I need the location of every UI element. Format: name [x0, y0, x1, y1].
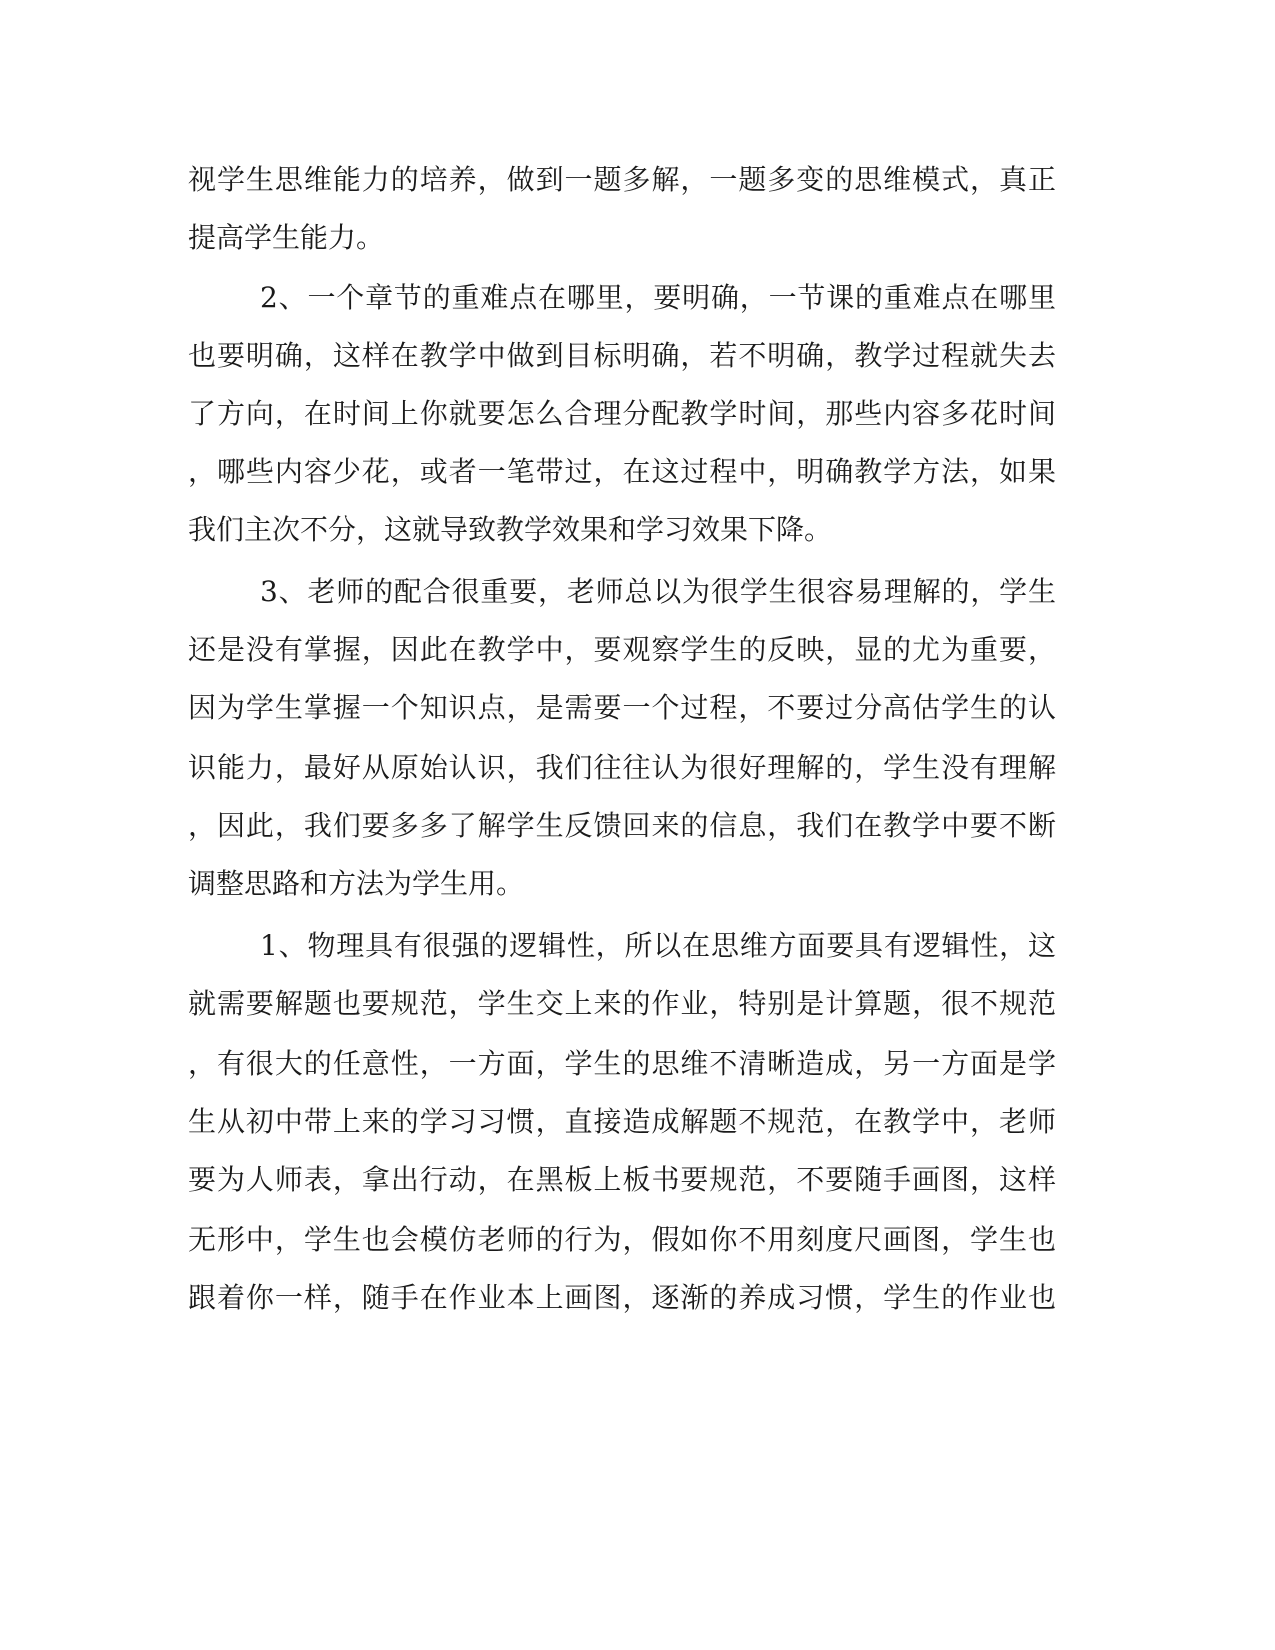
- paragraph-line: 生从初中带上来的学习习惯，直接造成解题不规范，在教学中，老师: [188, 1105, 1056, 1138]
- paragraph-line: 要为人师表，拿出行动，在黑板上板书要规范，不要随手画图，这样: [188, 1163, 1056, 1196]
- paragraph-line: 无形中，学生也会模仿老师的行为，假如你不用刻度尺画图，学生也: [188, 1223, 1056, 1256]
- paragraph-line: 提高学生能力。: [188, 221, 385, 254]
- paragraph-line: 跟着你一样，随手在作业本上画图，逐渐的养成习惯，学生的作业也: [188, 1281, 1056, 1314]
- paragraph-line: 了方向，在时间上你就要怎么合理分配教学时间，那些内容多花时间: [188, 397, 1056, 430]
- paragraph-line: 还是没有掌握，因此在教学中，要观察学生的反映，显的尤为重要，: [188, 633, 1056, 666]
- paragraph-line: 识能力，最好从原始认识，我们往往认为很好理解的，学生没有理解: [188, 751, 1056, 784]
- paragraph-first-line: 1、物理具有很强的逻辑性，所以在思维方面要具有逻辑性，这: [260, 929, 1056, 962]
- paragraph-line: 因为学生掌握一个知识点，是需要一个过程，不要过分高估学生的认: [188, 691, 1056, 724]
- paragraph-line: 我们主次不分，这就导致教学效果和学习效果下降。: [188, 513, 833, 546]
- paragraph-line: 也要明确，这样在教学中做到目标明确，若不明确，教学过程就失去: [188, 339, 1056, 372]
- paragraph-line: ，有很大的任意性，一方面，学生的思维不清晰造成，另一方面是学: [188, 1047, 1056, 1080]
- paragraph-first-line: 2、一个章节的重难点在哪里，要明确，一节课的重难点在哪里: [260, 281, 1056, 314]
- paragraph-line: 调整思路和方法为学生用。: [188, 867, 525, 900]
- paragraph-line: 就需要解题也要规范，学生交上来的作业，特别是计算题，很不规范: [188, 987, 1056, 1020]
- paragraph-line: ，因此，我们要多多了解学生反馈回来的信息，我们在教学中要不断: [188, 809, 1056, 842]
- paragraph-line: ，哪些内容少花，或者一笔带过，在这过程中，明确教学方法，如果: [188, 455, 1056, 488]
- paragraph-line: 视学生思维能力的培养，做到一题多解，一题多变的思维模式，真正: [188, 163, 1056, 196]
- paragraph-first-line: 3、老师的配合很重要，老师总以为很学生很容易理解的，学生: [260, 575, 1056, 608]
